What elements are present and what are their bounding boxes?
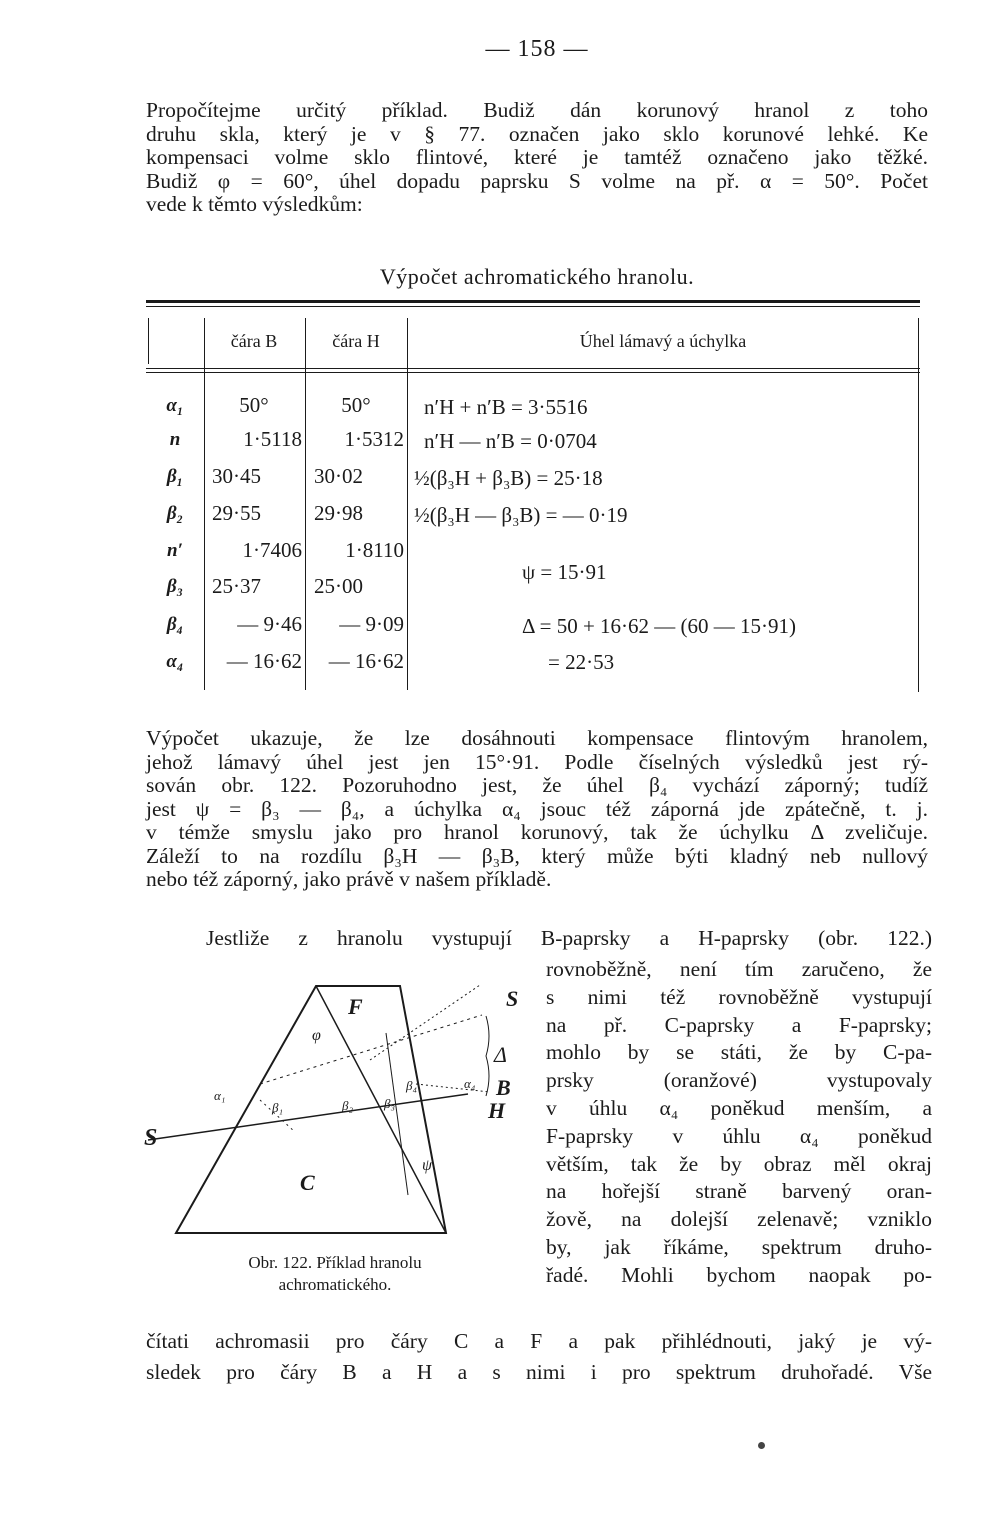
cell-h: 1·5312: [344, 427, 404, 451]
table-vline: [918, 318, 919, 692]
label-beta2: β₂: [342, 1098, 353, 1113]
cell-h: — 16·62: [328, 649, 404, 673]
cell-b: 50°: [239, 393, 269, 417]
label-c: C: [300, 1170, 315, 1195]
cell-b: — 9·46: [237, 612, 302, 636]
body-line: nebo též záporný, jako právě v našem příkladě.: [146, 867, 552, 891]
figure-caption: [170, 1252, 500, 1296]
wrap-paragraph: [546, 956, 932, 1290]
cell-h: 50°: [341, 393, 371, 417]
table-header-rule: [146, 368, 920, 369]
prism-outline: [176, 986, 446, 1233]
para2-first-line: [206, 926, 932, 950]
normal-dotted: [370, 985, 480, 1060]
row-label: α₁: [166, 395, 184, 416]
cell-b: 1·7406: [242, 538, 302, 562]
label-beta3: β₃: [384, 1096, 395, 1111]
label-f: F: [348, 994, 363, 1019]
para2-line: Jestliže z hranolu vystupují B-paprsky a H-paprsky (obr. 122.): [206, 926, 932, 950]
wrap-line: by, jak říkáme, spektrum druho-: [546, 1234, 932, 1259]
label-s-left: S: [144, 1125, 158, 1151]
row-label: n: [169, 429, 181, 450]
table-header-angle: Úhel lámavý a úchylka: [579, 331, 747, 351]
formula-line: ψ = 15·91: [522, 560, 607, 584]
formula-line: = 22·53: [548, 650, 615, 674]
page-number: — 158 —: [485, 36, 589, 62]
prism-interface-line: [316, 986, 446, 1233]
label-h: H: [488, 1098, 506, 1123]
label-b: B: [496, 1075, 511, 1100]
table-vline: [148, 318, 149, 364]
table-header-h: čára H: [332, 331, 380, 351]
wrap-line: na př. C-paprsky a F-paprsky;: [546, 1012, 932, 1037]
ray-path: [148, 1094, 468, 1140]
formula-line: ½(β₃H — β₃B) = — 0·19: [414, 503, 628, 527]
wrap-line: větším, tak že by obraz měl okraj: [546, 1151, 932, 1176]
final-line: sledek pro čáry B a H a s nimi i pro spektrum druhořadé. Vše: [146, 1360, 932, 1384]
body-paragraph: [146, 727, 928, 892]
row-label: β₃: [166, 576, 184, 597]
wrap-line: v úhlu α₄ poněkud menším, a: [546, 1095, 932, 1120]
intro-line: vede k těmto výsledkům:: [146, 192, 363, 216]
table-top-rule: [146, 300, 920, 303]
final-paragraph: [146, 1326, 932, 1388]
body-line: jehož lámavý úhel jest jen 15°·91. Podle číselných výsledků jest rý-: [146, 749, 928, 774]
row-label: β₂: [166, 503, 184, 524]
intro-line: Budiž φ = 60°, úhel dopadu paprsku S volme na př. α = 50°. Počet: [146, 168, 928, 193]
table-top-rule-thin: [146, 306, 920, 307]
delta-brace: [486, 1016, 489, 1096]
cell-h: 30·02: [314, 464, 363, 488]
wrap-line: s nimi též rovnoběžně vystupují: [546, 984, 932, 1009]
wrap-line: rovnoběžně, není tím zaručeno, že: [546, 957, 932, 981]
cell-b: 1·5118: [243, 427, 302, 451]
intro-line: Propočítejme určitý příklad. Budiž dán korunový hranol z toho: [146, 98, 928, 122]
ink-speck: [758, 1442, 765, 1449]
formula-line: n′H + n′B = 3·5516: [424, 395, 588, 419]
wrap-line: na hořejší straně barvený oran-: [546, 1179, 932, 1204]
cell-h: 1·8110: [345, 538, 404, 562]
wrap-line: prsky (oranžové) vystupovaly: [546, 1068, 932, 1093]
cell-b: 30·45: [212, 464, 261, 488]
wrap-line: F-paprsky v úhlu α₄ poněkud: [546, 1123, 932, 1148]
row-label: β₁: [166, 466, 184, 487]
cell-h: 25·00: [314, 574, 363, 598]
cell-b: — 16·62: [226, 649, 302, 673]
prism-figure: [140, 980, 540, 1240]
final-line: čítati achromasii pro čáry C a F a pak přihlédnouti, jaký je vý-: [146, 1329, 932, 1353]
label-s-right: S: [506, 986, 519, 1011]
wrap-line: řadé. Mohli bychom naopak po-: [546, 1262, 932, 1287]
label-phi: φ: [312, 1027, 321, 1044]
normal-line: [386, 1033, 408, 1195]
row-label: β₄: [166, 614, 184, 635]
label-beta1: β₁: [272, 1100, 283, 1115]
table-title: Výpočet achromatického hranolu.: [379, 264, 695, 289]
label-psi: ψ: [422, 1157, 432, 1174]
body-line: Záleží to na rozdílu β₃H — β₃B, který může býti kladný neb nullový: [146, 843, 928, 868]
body-line: v témže smyslu jako pro hranol korunový, tak že úchylku Δ zveličuje.: [146, 820, 928, 844]
body-line: Výpočet ukazuje, že lze dosáhnouti kompensace flintovým hranolem,: [146, 726, 928, 750]
normal-dotted: [416, 1084, 490, 1092]
wrap-line: žově, na dolejší zelenavě; vzniklo: [546, 1207, 932, 1232]
intro-line: druhu skla, který je v § 77. označen jako sklo korunové lehké. Ke: [146, 121, 928, 146]
caption-line: Obr. 122. Příklad hranolu: [248, 1253, 422, 1272]
body-line: sován obr. 122. Pozoruhodno jest, že úhel β₄ vychází záporný; tudíž: [146, 773, 928, 797]
caption-line: achromatického.: [278, 1275, 392, 1294]
label-alpha4: α₄: [464, 1076, 476, 1091]
formula-line: n′H — n′B = 0·0704: [424, 429, 597, 453]
label-beta4: β₄: [406, 1078, 417, 1093]
label-delta: Δ: [494, 1042, 507, 1067]
intro-line: kompensaci volme sklo flintové, které je tamtéž označeno jako těžké.: [146, 145, 928, 169]
row-label: α₄: [166, 651, 184, 672]
cell-b: 25·37: [212, 574, 261, 598]
table-header-b: čára B: [230, 331, 278, 351]
cell-h: 29·98: [314, 501, 363, 525]
formula-line: Δ = 50 + 16·62 — (60 — 15·91): [522, 614, 797, 638]
cell-b: 29·55: [212, 501, 261, 525]
wrap-line: mohlo by se státi, že by C-pa-: [546, 1040, 932, 1065]
intro-paragraph: [146, 99, 928, 217]
formula-line: ½(β₃H + β₃B) = 25·18: [414, 466, 603, 490]
cell-h: — 9·09: [339, 612, 404, 636]
table-header-rule-2: [146, 372, 920, 373]
body-line: jest ψ = β₃ — β₄, a úchylka α₄ jsouc též záporná jde zpátečně, t. j.: [146, 796, 928, 821]
label-alpha1: α₁: [214, 1088, 226, 1103]
row-label: n′: [167, 540, 183, 561]
